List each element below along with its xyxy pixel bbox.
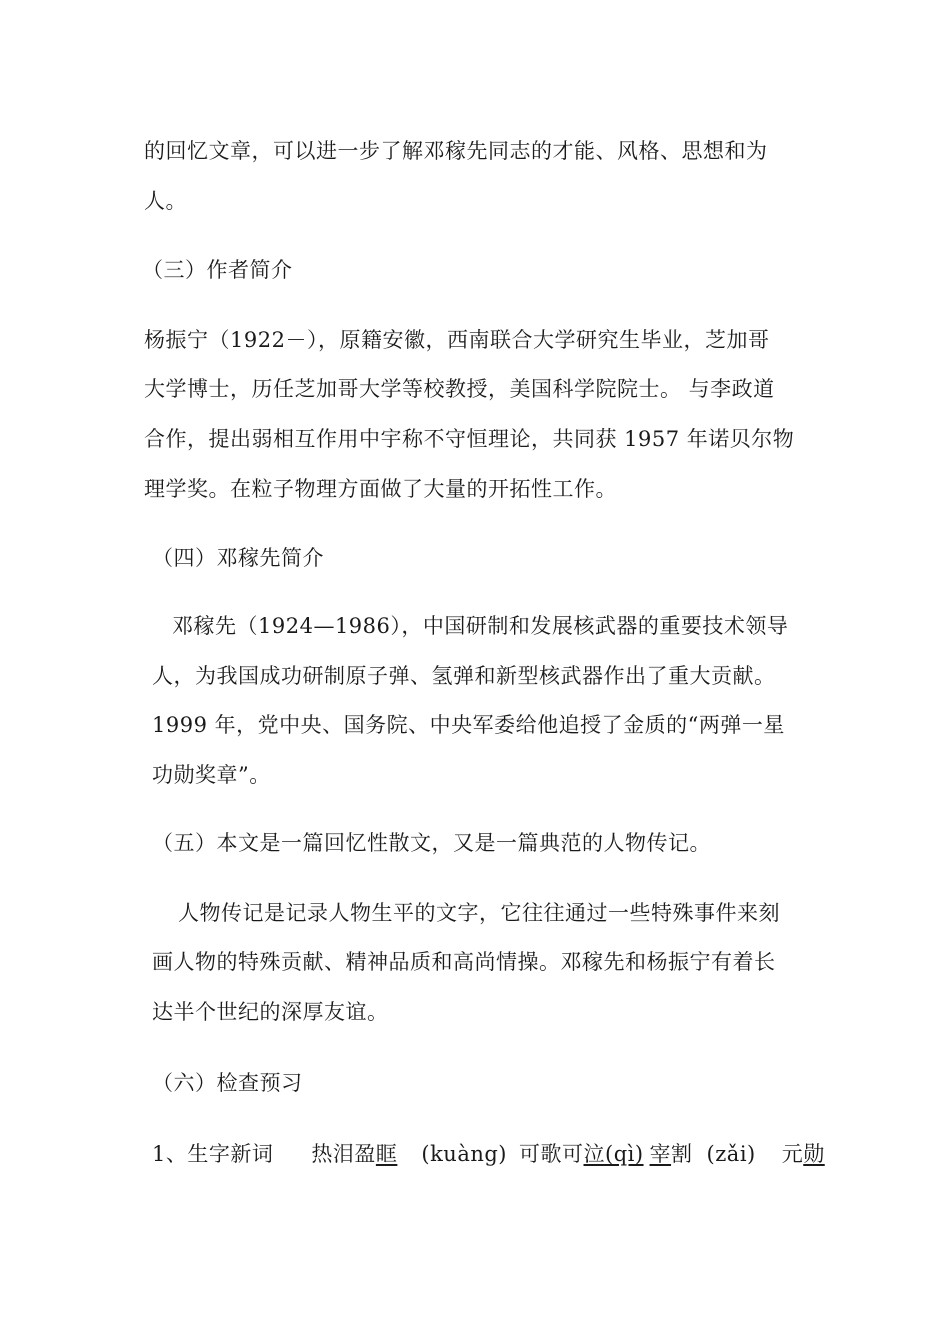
s3-line-1: 杨振宁（1922－），原籍安徽，西南联合大学研究生毕业，芝加哥 bbox=[144, 328, 770, 352]
section-6-heading: （六）检查预习 bbox=[152, 1071, 303, 1095]
s3-line-4: 理学奖。在粒子物理方面做了大量的开拓性工作。 bbox=[144, 477, 617, 501]
section-4-heading: （四）邓稼先简介 bbox=[152, 546, 324, 570]
word-2-pinyin: (qì) bbox=[605, 1142, 644, 1166]
s5-line-3: 达半个世纪的深厚友谊。 bbox=[152, 1000, 389, 1024]
word-3-pinyin: (zǎi) bbox=[706, 1142, 756, 1166]
vocab-label: 1、生字新词 bbox=[152, 1142, 274, 1166]
section-5-heading: （五）本文是一篇回忆性散文，又是一篇典范的人物传记。 bbox=[152, 831, 711, 855]
word-1-prefix: 热泪盈 bbox=[311, 1142, 376, 1166]
s5-line-2: 画人物的特殊贡献、精神品质和高尚情操。邓稼先和杨振宁有着长 bbox=[152, 950, 776, 974]
s4-line-4: 功勋奖章”。 bbox=[152, 763, 271, 787]
vocab-line bbox=[152, 1139, 825, 1169]
s5-line-1: 人物传记是记录人物生平的文字，它往往通过一些特殊事件来刻 bbox=[178, 901, 780, 925]
word-2-prefix: 可歌可 bbox=[519, 1142, 584, 1166]
section-3-heading: （三）作者简介 bbox=[142, 258, 293, 282]
word-1-char: 眶 bbox=[375, 1142, 398, 1166]
intro-line-1: 的回忆文章，可以进一步了解邓稼先同志的才能、风格、思想和为 bbox=[144, 139, 768, 163]
s4-line-2: 人，为我国成功研制原子弹、氢弹和新型核武器作出了重大贡献。 bbox=[152, 664, 776, 688]
word-2-char: 泣 bbox=[583, 1142, 605, 1166]
word-1-pinyin: (kuàng) bbox=[421, 1142, 507, 1166]
s4-line-1: 邓稼先（1924—1986），中国研制和发展核武器的重要技术领导 bbox=[172, 614, 789, 638]
intro-line-2: 人。 bbox=[144, 189, 187, 213]
s3-line-2: 大学博士，历任芝加哥大学等校教授，美国科学院院士。 与李政道 bbox=[144, 377, 775, 401]
word-4-prefix: 元 bbox=[781, 1142, 804, 1166]
word-3-suffix: 割 bbox=[671, 1142, 693, 1166]
word-3-char: 宰 bbox=[649, 1142, 672, 1166]
s4-line-3: 1999 年，党中央、国务院、中央军委给他追授了金质的“两弹一星 bbox=[152, 713, 785, 737]
s3-line-3: 合作，提出弱相互作用中宇称不守恒理论，共同获 1957 年诺贝尔物 bbox=[144, 427, 795, 451]
word-4-char: 勋 bbox=[803, 1142, 825, 1166]
